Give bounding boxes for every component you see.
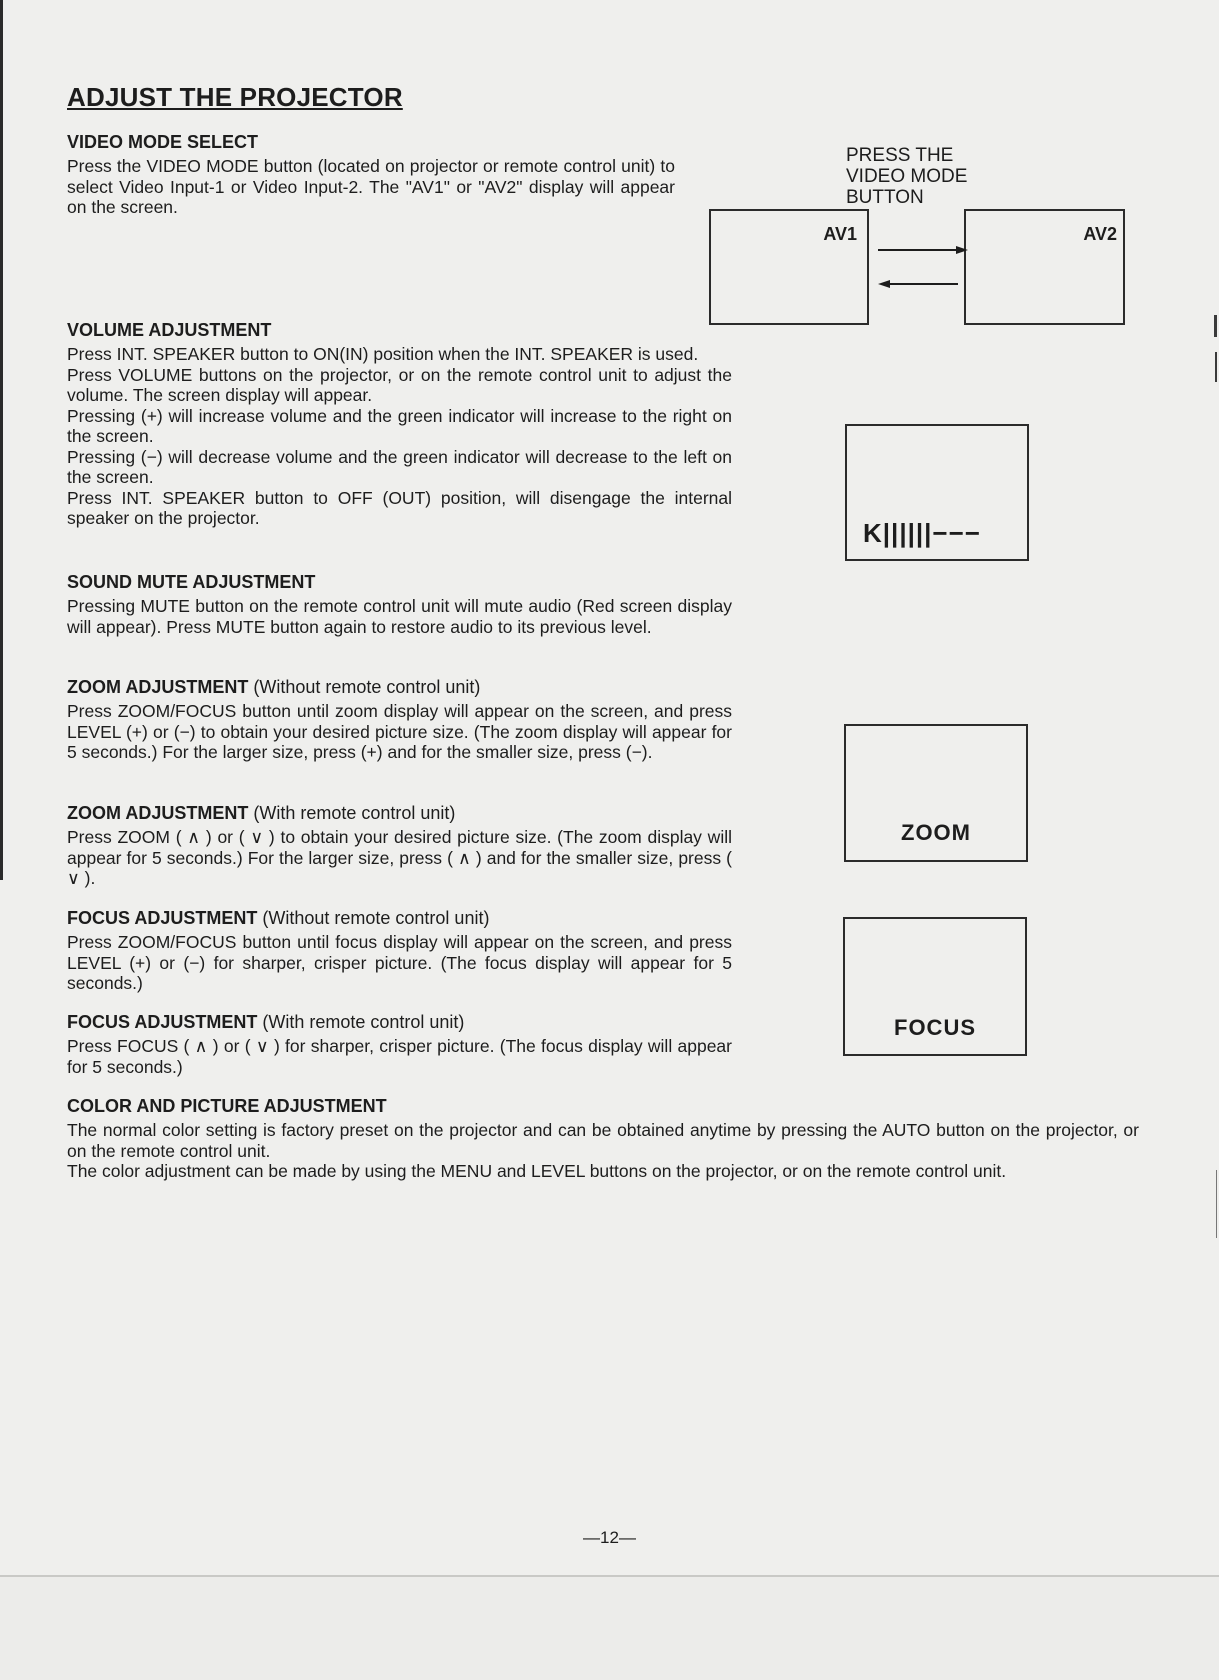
section-line: Press INT. SPEAKER button to OFF (OUT) position, will disengage the internal speaker on the projector. (67, 487, 732, 528)
zoom-display: ZOOM (901, 820, 971, 845)
page-number: —12— (583, 1528, 636, 1547)
section-focus-no-remote (67, 908, 732, 994)
section-mute (67, 572, 732, 637)
screen-focus (843, 917, 1027, 1056)
section-subheading: (Without remote control unit) (253, 677, 481, 697)
section-heading: SOUND MUTE ADJUSTMENT (67, 572, 316, 592)
section-text: Pressing MUTE button on the remote control unit will mute audio (Red screen display will appear). Press MUTE button again to restore audio to its previous level. (67, 596, 732, 637)
section-text: Press ZOOM ( ∧ ) or ( ∨ ) to obtain your desired picture size. (The zoom display will appear for 5 seconds.) For the larger size, press ( ∧ ) and for the smaller size, press ( ∨ ). (67, 827, 732, 888)
toggle-arrows (876, 240, 976, 300)
section-heading: VOLUME ADJUSTMENT (67, 320, 272, 340)
arrow-right-head (956, 246, 968, 254)
av2-label: AV2 (1083, 224, 1117, 244)
screen-zoom (844, 724, 1028, 862)
section-line: Pressing (+) will increase volume and the green indicator will increase to the right on the screen. (67, 405, 732, 446)
section-text: Press ZOOM/FOCUS button until focus display will appear on the screen, and press LEVEL (+) or (−) for sharper, crisper picture. (The focus display will appear for 5 seconds.) (67, 932, 732, 993)
screen-av2 (964, 209, 1125, 325)
arrow-left-head (878, 280, 890, 288)
section-text: Press the VIDEO MODE button (located on projector or remote control unit) to select Video Input-1 or Video Input-2. The "AV1" or "AV2" display will appear on the screen. (67, 156, 675, 217)
section-video-mode (67, 132, 675, 218)
section-volume (67, 320, 732, 529)
section-heading: VIDEO MODE SELECT (67, 132, 259, 152)
section-subheading: (Without remote control unit) (262, 908, 490, 928)
section-line: The color adjustment can be made by using the MENU and LEVEL buttons on the projector, or on the remote control unit. (67, 1161, 1007, 1181)
section-line: Press VOLUME buttons on the projector, or on the remote control unit to adjust the volume. The screen display will appear. (67, 364, 732, 405)
section-text: Press FOCUS ( ∧ ) or ( ∨ ) for sharper, crisper picture. (The focus display will appear for 5 seconds.) (67, 1036, 732, 1077)
screen-volume (845, 424, 1029, 561)
section-zoom-no-remote (67, 677, 732, 763)
section-line: Pressing (−) will decrease volume and the green indicator will decrease to the left on the screen. (67, 446, 732, 487)
screen-av1 (709, 209, 869, 325)
section-heading: FOCUS ADJUSTMENT (67, 908, 258, 928)
section-heading: ZOOM ADJUSTMENT (67, 803, 249, 823)
page-edge-shadow (0, 0, 3, 880)
scan-mark (1214, 315, 1217, 337)
section-zoom-remote (67, 803, 732, 889)
scan-mark (1215, 352, 1217, 382)
section-color (67, 1096, 1139, 1182)
section-line: The normal color setting is factory preset on the projector and can be obtained anytime by pressing the AUTO button on the projector, or on the remote control unit. (67, 1120, 1139, 1161)
section-heading: COLOR AND PICTURE ADJUSTMENT (67, 1096, 387, 1116)
section-subheading: (With remote control unit) (262, 1012, 465, 1032)
scan-mark (1216, 1170, 1217, 1238)
section-line: Press INT. SPEAKER button to ON(IN) position when the INT. SPEAKER is used. (67, 344, 699, 364)
figure-caption: PRESS THE VIDEO MODE BUTTON (846, 145, 968, 208)
av1-label: AV1 (823, 224, 857, 244)
section-subheading: (With remote control unit) (253, 803, 456, 823)
volume-indicator: K||||||−−− (863, 518, 981, 548)
section-heading: ZOOM ADJUSTMENT (67, 677, 249, 697)
section-heading: FOCUS ADJUSTMENT (67, 1012, 258, 1032)
section-text: Press ZOOM/FOCUS button until zoom display will appear on the screen, and press LEVEL (+) or (−) to obtain your desired picture size. (The zoom display will appear for 5 seconds.) For the larger size, press (+) and for the smaller size, press (−). (67, 701, 732, 762)
section-focus-remote (67, 1012, 732, 1077)
page-title: ADJUST THE PROJECTOR (67, 82, 403, 112)
focus-display: FOCUS (894, 1015, 976, 1040)
